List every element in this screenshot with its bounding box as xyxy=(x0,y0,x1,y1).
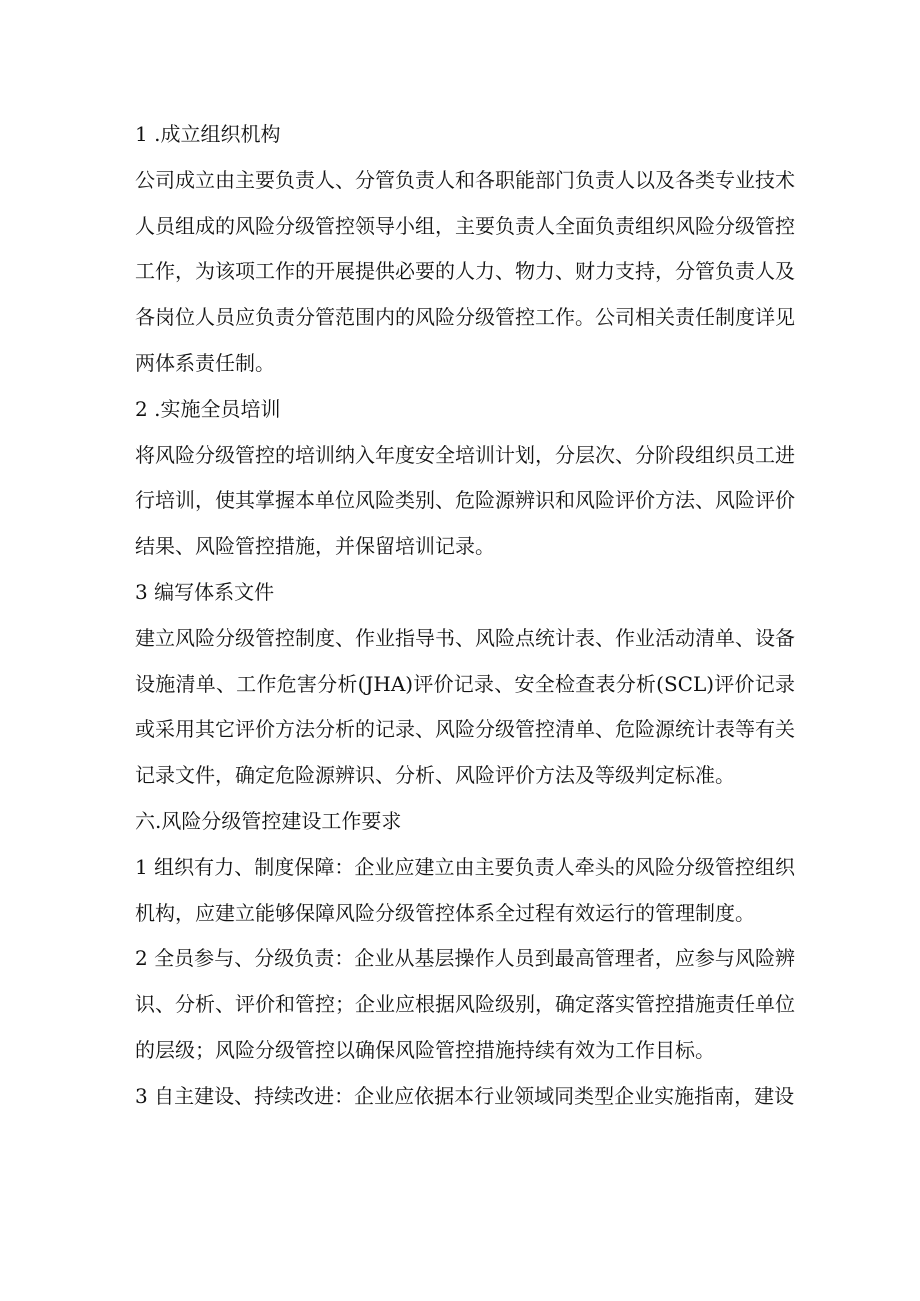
chapter-heading: 六.风险分级管控建设工作要求 xyxy=(135,808,402,833)
paragraph: 将风险分级管控的培训纳入年度安全培训计划，分层次、分阶段组织员工进行培训，使其掌握本单位风险类别、危险源辨识和风险评价方法、风险评价结果、风险管控措施，并保留培训记录。 xyxy=(135,442,795,559)
paragraph: 3 自主建设、持续改进：企业应依据本行业领域同类型企业实施指南，建设 xyxy=(135,1083,795,1108)
section-heading: 2 .实施全员培训 xyxy=(135,396,281,421)
section-heading: 1 .成立组织机构 xyxy=(135,122,281,146)
section-heading: 3 编写体系文件 xyxy=(135,579,275,604)
paragraph: 1 组织有力、制度保障：企业应建立由主要负责人牵头的风险分级管控组织机构，应建立能够保障风险分级管控体系全过程有效运行的管理制度。 xyxy=(135,854,795,925)
paragraph: 公司成立由主要负责人、分管负责人和各职能部门负责人以及各类专业技术人员组成的风险分级管控领导小组，主要负责人全面负责组织风险分级管控工作，为该项工作的开展提供必要的人力、物力、财力支持，分管负责人及各岗位人员应负责分管范围内的风险分级管控工作。公司相关责任制度详见两体系责任制。 xyxy=(135,167,795,375)
document-body xyxy=(135,112,795,1120)
paragraph: 建立风险分级管控制度、作业指导书、风险点统计表、作业活动清单、设备设施清单、工作危害分析(JHA)评价记录、安全检查表分析(SCL)评价记录或采用其它评价方法分析的记录、风险分级管控清单、危险源统计表等有关记录文件，确定危险源辨识、分析、风险评价方法及等级判定标准。 xyxy=(135,625,795,788)
paragraph: 2 全员参与、分级负责：企业从基层操作人员到最高管理者，应参与风险辨识、分析、评价和管控；企业应根据风险级别，确定落实管控措施责任单位的层级；风险分级管控以确保风险管控措施持续有效为工作目标。 xyxy=(135,946,795,1062)
